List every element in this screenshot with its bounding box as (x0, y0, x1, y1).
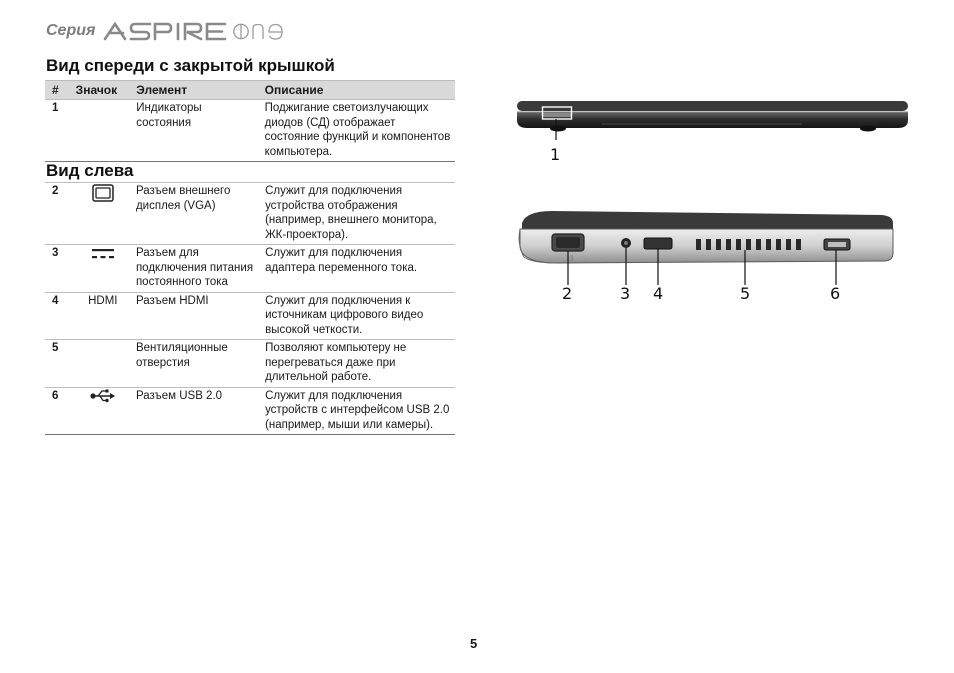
callout-2: 2 (562, 284, 573, 303)
row-element: Разъем HDMI (133, 292, 262, 340)
table-row (45, 340, 455, 388)
left-view-title: Вид слева (46, 161, 134, 180)
table-row (45, 183, 455, 245)
callout-3: 3 (620, 284, 631, 303)
table-row (45, 245, 455, 293)
brand-header (46, 18, 291, 44)
row-element: Индикаторы состояния (133, 100, 261, 162)
usb-icon (90, 394, 116, 406)
row-element: Разъем внешнего дисплея (VGA) (133, 183, 262, 245)
row-num: 5 (45, 340, 73, 388)
hdmi-label: HDMI (73, 292, 133, 340)
row-element: Вентиляционные отверстия (133, 340, 262, 388)
row-num: 1 (45, 100, 73, 162)
callout-1: 1 (550, 145, 561, 164)
table-header-row (45, 81, 455, 100)
row-icon-cell (73, 100, 134, 162)
vga-monitor-icon (92, 193, 114, 205)
table-row (45, 292, 455, 340)
front-view-title: Вид спереди с закрытой крышкой (46, 56, 335, 75)
left-view-table (45, 182, 455, 435)
front-view-illustration (512, 96, 912, 145)
row-element: Разъем USB 2.0 (133, 387, 262, 435)
dc-power-icon (91, 253, 115, 265)
front-view-table (45, 80, 455, 162)
row-description: Служит для подключения к источникам цифрового видео высокой четкости. (262, 292, 455, 340)
row-description: Служит для подключения устройства отображения (например, внешнего монитора, ЖК-проектора). (262, 183, 455, 245)
aspire-one-logo (101, 20, 291, 42)
row-num: 2 (45, 183, 73, 245)
column-header-num: # (45, 81, 73, 100)
page-number: 5 (470, 636, 478, 651)
left-view-illustration (512, 205, 897, 290)
row-description: Служит для подключения адаптера переменного тока. (262, 245, 455, 293)
row-num: 6 (45, 387, 73, 435)
callout-6: 6 (830, 284, 841, 303)
row-num: 3 (45, 245, 73, 293)
column-header-description: Описание (262, 81, 455, 100)
column-header-icon: Значок (73, 81, 134, 100)
row-icon-cell (73, 340, 133, 388)
row-num: 4 (45, 292, 73, 340)
table-row (45, 387, 455, 435)
column-header-element: Элемент (133, 81, 261, 100)
row-description: Служит для подключения устройств с интерфейсом USB 2.0 (например, мыши или камеры). (262, 387, 455, 435)
row-description: Поджигание светоизлучающих диодов (СД) отображает состояние функций и компонентов компьютера. (262, 100, 455, 162)
callout-4: 4 (653, 284, 664, 303)
series-label: Серия (46, 22, 96, 39)
callout-5: 5 (740, 284, 751, 303)
row-element: Разъем для подключения питания постоянного тока (133, 245, 262, 293)
row-description: Позволяют компьютеру не перегреваться даже при длительной работе. (262, 340, 455, 388)
table-row (45, 100, 455, 162)
